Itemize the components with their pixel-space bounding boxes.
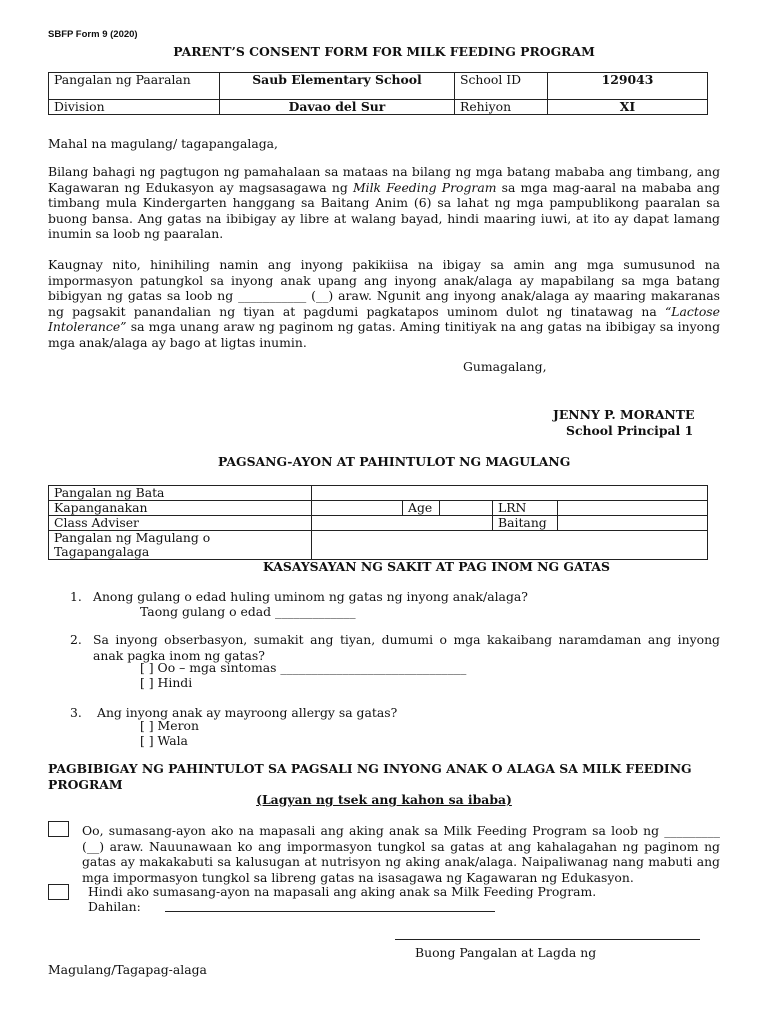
signatory-name: JENNY P. MORANTE — [553, 407, 695, 422]
consent-heading: PAGSANG-AYON AT PAHINTULOT NG MAGULANG — [218, 454, 571, 469]
reason-line[interactable] — [165, 911, 495, 912]
child-name-label: Pangalan ng Bata — [49, 486, 312, 501]
question-2: Sa inyong obserbasyon, sumakit ang tiyan, dumumi o mga kakaibang naramdaman ang inyong anak pagka inom ng gatas? — [93, 632, 720, 663]
page-title: PARENT’S CONSENT FORM FOR MILK FEEDING PROGRAM — [173, 44, 595, 59]
letter-paragraph-1: Bilang bahagi ng pagtugon ng pamahalaan sa mataas na bilang ng mga batang mababa ang timbang, ang Kagawaran ng Edukasyon ay magsasagawa ng Milk Feeding Program sa mga mag-aaral na mababa ang timbang mula Kindergarten hanggang sa Baitang Anim (6) sa lahat ng mga pampublikong paaralan sa buong bansa. Ang gatas na ibibigay ay libre at walang bayad, hindi maaring iuwi, at ito ay dapat lamang inumin sa loob ng paaralan. — [48, 164, 720, 241]
age-label: Age — [403, 501, 440, 516]
question-2-number: 2. — [70, 632, 82, 647]
adviser-label: Class Adviser — [49, 516, 312, 531]
question-1-answer[interactable]: Taong gulang o edad _____________ — [140, 604, 356, 619]
consent-no-text: Hindi ako sumasang-ayon na mapasali ang aking anak sa Milk Feeding Program. — [88, 884, 597, 899]
question-2-option-no[interactable]: [ ] Hindi — [140, 675, 193, 690]
birth-field[interactable] — [312, 501, 403, 516]
question-2-option-yes[interactable]: [ ] Oo – mga sintomas ______________________________ — [140, 660, 467, 675]
permission-instruction: (Lagyan ng tsek ang kahon sa ibaba) — [256, 792, 512, 807]
reason-label: Dahilan: — [88, 899, 141, 914]
school-name-label: Pangalan ng Paaralan — [49, 73, 220, 100]
signature-line[interactable] — [395, 939, 700, 940]
question-3-option-yes[interactable]: [ ] Meron — [140, 718, 199, 733]
child-info-table — [48, 485, 708, 560]
question-3-option-no[interactable]: [ ] Wala — [140, 733, 188, 748]
consent-yes-checkbox[interactable] — [48, 821, 69, 837]
salutation: Mahal na magulang/ tagapangalaga, — [48, 136, 278, 151]
question-1-number: 1. — [70, 589, 82, 604]
grade-field[interactable] — [558, 516, 708, 531]
question-3-number: 3. — [70, 705, 82, 720]
consent-yes-text: Oo, sumasang-ayon ako na mapasali ang aking anak sa Milk Feeding Program sa loob ng _________ (__) araw. Nauunawaan ko ang impormasyon tungkol sa gatas at ang kahalagahan ng paginom ng gatas ay makakabuti sa kalusugan at nutrisyon ng aking anak/alaga. Naipaliwanag nang mabuti ang mga impormasyon tungkol sa libreng gatas na isasagawa ng Kagawaran ng Edukasyon. — [82, 823, 720, 885]
child-name-field[interactable] — [312, 486, 708, 501]
division-label: Division — [49, 100, 220, 115]
signature-label: Buong Pangalan at Lagda ng — [415, 945, 597, 960]
history-heading: KASAYSAYAN NG SAKIT AT PAG INOM NG GATAS — [263, 559, 610, 574]
division-value: Davao del Sur — [220, 100, 455, 115]
adviser-field[interactable] — [312, 516, 493, 531]
school-id-value: 129043 — [548, 73, 708, 100]
school-name-value: Saub Elementary School — [220, 73, 455, 100]
parent-name-label: Pangalan ng Magulang o Tagapangalaga — [49, 531, 312, 560]
school-info-table — [48, 72, 708, 115]
letter-paragraph-2: Kaugnay nito, hinihiling namin ang inyong pakikiisa na ibigay sa amin ang mga sumusunod na impormasyon patungkol sa inyong anak upang ang inyong anak/alaga ay mapabilang sa mga batang bibigyan ng gatas sa loob ng ___________ (__) araw. Ngunit ang inyong anak/alaga ay maaring makaranas ng pagsakit panandalian ng tiyan at pagdumi pagkatapos uminom dulot ng tinatawag na “Lactose Intolerance” sa mga unang araw ng paginom ng gatas. Aming tinitiyak na ang gatas na ibibigay sa inyong mga anak/alaga ay bago at ligtas inumin. — [48, 257, 720, 350]
birth-label: Kapanganakan — [49, 501, 312, 516]
question-1: Anong gulang o edad huling uminom ng gatas ng inyong anak/alaga? — [93, 589, 528, 604]
age-field[interactable] — [440, 501, 493, 516]
grade-label: Baitang — [493, 516, 558, 531]
parent-name-field[interactable] — [312, 531, 708, 560]
form-number: SBFP Form 9 (2020) — [48, 29, 138, 40]
school-id-label: School ID — [455, 73, 548, 100]
region-label: Rehiyon — [455, 100, 548, 115]
region-value: XI — [548, 100, 708, 115]
signature-label-2: Magulang/Tagapag-alaga — [48, 962, 207, 977]
signatory-title: School Principal 1 — [566, 423, 694, 438]
consent-no-checkbox[interactable] — [48, 884, 69, 900]
closing: Gumagalang, — [463, 359, 547, 374]
lrn-label: LRN — [493, 501, 558, 516]
question-3: Ang inyong anak ay mayroong allergy sa gatas? — [97, 705, 398, 720]
permission-heading: PAGBIBIGAY NG PAHINTULOT SA PAGSALI NG INYONG ANAK O ALAGA SA MILK FEEDING PROGRAM — [48, 761, 692, 792]
lrn-field[interactable] — [558, 501, 708, 516]
